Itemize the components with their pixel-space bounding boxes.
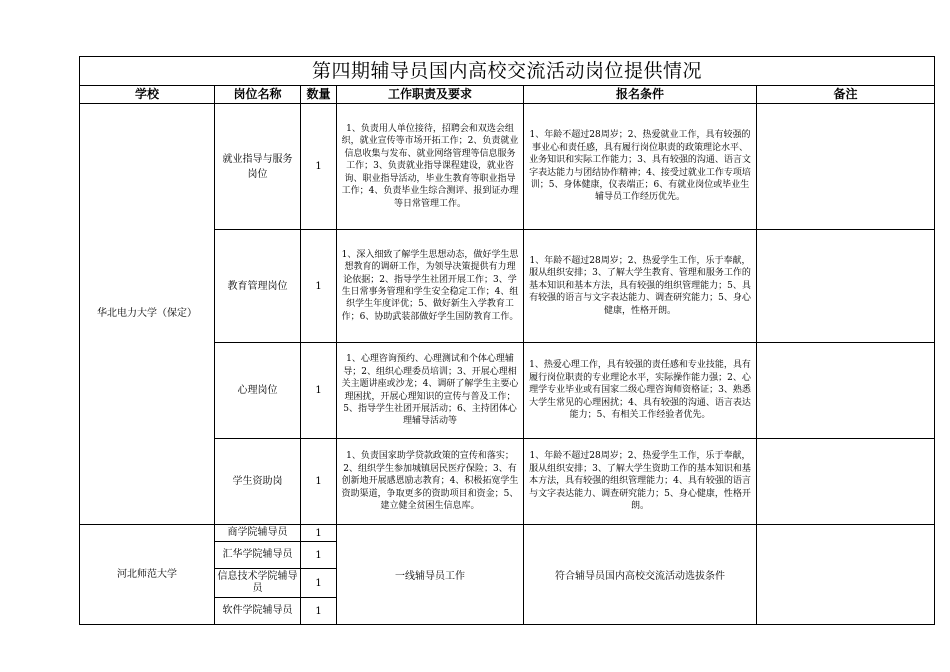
header-position: 岗位名称 bbox=[215, 86, 301, 104]
position-name: 就业指导与服务岗位 bbox=[215, 104, 301, 230]
position-name: 软件学院辅导员 bbox=[215, 598, 301, 625]
position-requirements: 1、热爱心理工作，具有较强的责任感和专业技能，具有履行岗位职责的专业理论水平，实际操作能力强；2、心理学专业毕业或有国家二级心理咨询师资格证；3、熟悉大学生常见的心理困扰；4、具有较强的沟通、语言表达能力；5、有相关工作经验者优先。 bbox=[524, 343, 757, 439]
position-duties: 1、负责用人单位接待，招聘会和双选会组织，就业宣传等市场开拓工作；2、负责就业信息收集与发布、就业网络管理等信息服务工作；3、负责就业指导课程建设，就业咨询、职业指导活动，毕业生教育等职业指导工作；4、负责毕业生综合测评、报到证办理等日常管理工作。 bbox=[337, 104, 524, 230]
position-count: 1 bbox=[301, 569, 337, 598]
table-row bbox=[80, 525, 935, 542]
position-count: 1 bbox=[301, 598, 337, 625]
table-row bbox=[80, 104, 935, 230]
position-count: 1 bbox=[301, 343, 337, 439]
position-name: 心理岗位 bbox=[215, 343, 301, 439]
position-remarks bbox=[757, 525, 935, 625]
position-name: 信息技术学院辅导员 bbox=[215, 569, 301, 598]
position-remarks bbox=[757, 343, 935, 439]
school-name-ncepu: 华北电力大学（保定） bbox=[80, 104, 215, 525]
position-name: 教育管理岗位 bbox=[215, 230, 301, 343]
position-duties: 1、负责国家助学贷款政策的宣传和落实；2、组织学生参加城镇居民医疗保险；3、有创新地开展感恩励志教育；4、积极拓宽学生资助渠道，争取更多的资助项目和资金；5、建立健全贫困生信息库。 bbox=[337, 439, 524, 525]
position-name: 商学院辅导员 bbox=[215, 525, 301, 542]
position-count: 1 bbox=[301, 542, 337, 569]
position-requirements: 1、年龄不超过28周岁；2、热爱学生工作，乐于奉献，服从组织安排；3、了解大学生资助工作的基本知识和基本方法，具有较强的组织管理能力；4、具有较强的语言与文字表达能力、调查研究能力；5、身心健康，性格开朗。 bbox=[524, 439, 757, 525]
position-requirements: 1、年龄不超过28周岁；2、热爱就业工作，具有较强的事业心和责任感，具有履行岗位职责的政策理论水平、业务知识和实际工作能力；3、具有较强的沟通、语言文字表达能力与团结协作精神；4、接受过就业工作专项培训；5、身体健康，仪表端正；6、有就业岗位或毕业生辅导员工作经历优先。 bbox=[524, 104, 757, 230]
position-name: 汇华学院辅导员 bbox=[215, 542, 301, 569]
position-requirements: 1、年龄不超过28周岁；2、热爱学生工作，乐于奉献，服从组织安排；3、了解大学生教育、管理和服务工作的基本知识和基本方法，具有较强的组织管理能力；5、具有较强的语言与文字表达能力、调查研究能力；5、身心健康，性格开朗。 bbox=[524, 230, 757, 343]
position-duties: 1、深入细致了解学生思想动态，做好学生思想教育的调研工作，为领导决策提供有力理论依据；2、指导学生社团开展工作；3、学生日常事务管理和学生安全稳定工作；4、组织学生年度评优；5、做好新生入学教育工作；6、协助武装部做好学生国防教育工作。 bbox=[337, 230, 524, 343]
header-remarks: 备注 bbox=[757, 86, 935, 104]
header-school: 学校 bbox=[80, 86, 215, 104]
position-remarks bbox=[757, 439, 935, 525]
position-table-sheet bbox=[79, 56, 934, 625]
position-duties: 1、心理咨询预约、心理测试和个体心理辅导；2、组织心理委员培训；3、开展心理相关主题讲座或沙龙；4、调研了解学生主要心理困扰，开展心理知识的宣传与普及工作；5、指导学生社团开展活动；6、主持团体心理辅导活动等 bbox=[337, 343, 524, 439]
header-count: 数量 bbox=[301, 86, 337, 104]
header-duties: 工作职责及要求 bbox=[337, 86, 524, 104]
header-requirements: 报名条件 bbox=[524, 86, 757, 104]
position-count: 1 bbox=[301, 230, 337, 343]
position-name: 学生资助岗 bbox=[215, 439, 301, 525]
school-name-hebnu: 河北师范大学 bbox=[80, 525, 215, 625]
position-count: 1 bbox=[301, 104, 337, 230]
position-remarks bbox=[757, 230, 935, 343]
position-count: 1 bbox=[301, 439, 337, 525]
shared-duties: 一线辅导员工作 bbox=[337, 525, 524, 625]
page-title: 第四期辅导员国内高校交流活动岗位提供情况 bbox=[80, 57, 935, 86]
shared-requirements: 符合辅导员国内高校交流活动选拔条件 bbox=[524, 525, 757, 625]
header-row bbox=[80, 86, 935, 104]
position-table bbox=[79, 56, 935, 625]
position-count: 1 bbox=[301, 525, 337, 542]
position-remarks bbox=[757, 104, 935, 230]
